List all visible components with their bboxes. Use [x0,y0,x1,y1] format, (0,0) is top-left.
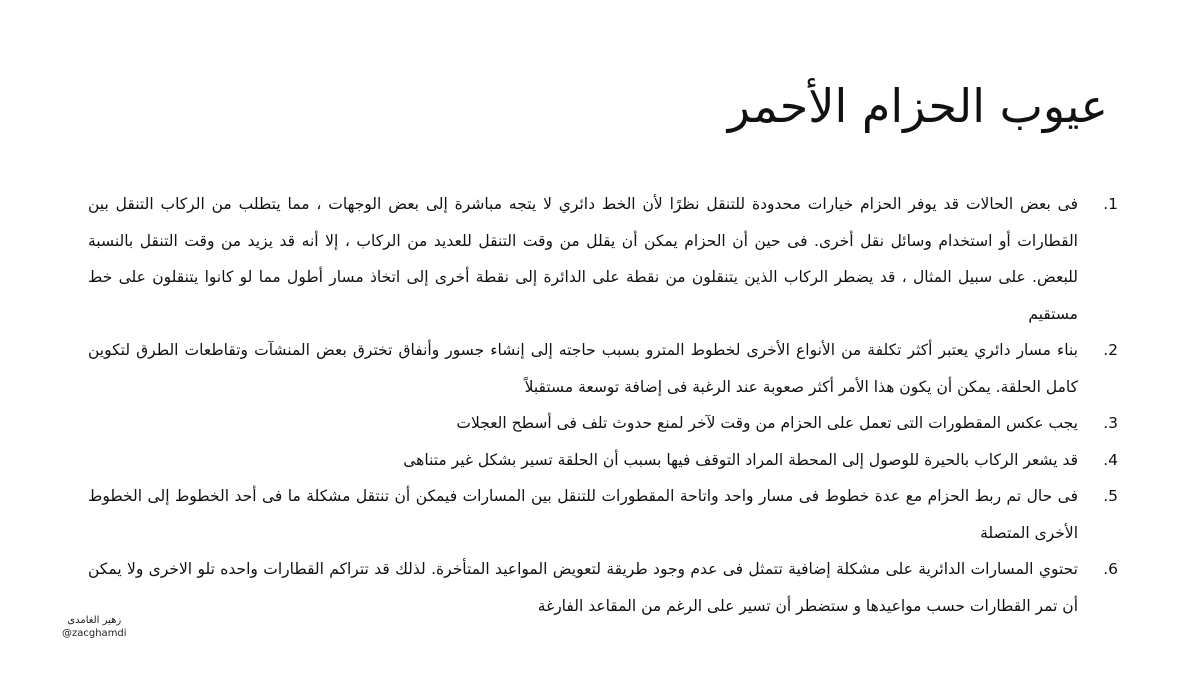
list-item-text: بناء مسار دائري يعتبر أكثر تكلفة من الأنواع الأخرى لخطوط المترو بسبب حاجته إلى إنشاء جسور وأنفاق تخترق بعض المنشآت وتقاطعات الطرق لتكوين كامل الحلقة. يمكن أن يكون هذا الأمر أكثر صعوبة عند الرغبة فى إضافة توسعة مستقبلاً [88,341,1078,396]
list-item-3 [88,405,1118,442]
list-item-6 [88,551,1118,624]
numbered-list [88,186,1118,624]
list-item-2 [88,332,1118,405]
list-item-1 [88,186,1118,332]
list-item-text: قد يشعر الركاب بالحيرة للوصول إلى المحطة المراد التوقف فيها بسبب أن الحلقة تسير بشكل غير متناهى [403,450,1078,469]
list-item-text: فى حال تم ربط الحزام مع عدة خطوط فى مسار واحد واتاحة المقطورات للتنقل بين المسارات فيمكن أن تنتقل مشكلة ما فى أحد الخطوط إلى الخطوط الأخرى المتصلة [88,487,1078,542]
author-name: زهير الغامدى [67,615,122,626]
list-item-text: فى بعض الحالات قد يوفر الحزام خيارات محدودة للتنقل نظرًا لأن الخط دائري لا يتجه مباشرة إلى بعض الوجهات ، مما يتطلب من الركاب التنقل بين القطارات أو استخدام وسائل نقل أخرى. فى حين أن الحزام يمكن أن يقلل من وقت التنقل للعديد من الركاب ، إلا أنه قد يزيد من وقت التنقل بالنسبة للبعض. على سبيل المثال ، قد يضطر الركاب الذين يتنقلون من نقطة على الدائرة إلى نقطة أخرى إلى اتخاذ مسار أطول مما لو كانوا يتنقلون على خط مستقيم [88,195,1078,323]
list-item-text: يجب عكس المقطورات التى تعمل على الحزام من وقت لآخر لمنع حدوث تلف فى أسطح العجلات [456,414,1078,432]
list-item-number: .2 [1103,341,1118,359]
list-item-5 [88,478,1118,551]
author-signature [62,614,127,640]
list-item-number: .1 [1103,195,1118,213]
page-title: عيوب الحزام الأحمر [727,79,1108,133]
list-item-number: .6 [1103,560,1118,578]
author-handle: @zacghamdi [62,628,127,639]
list-item-number: .4 [1103,450,1118,469]
list-item-number: .3 [1103,414,1118,432]
list-item-number: .5 [1103,487,1118,505]
list-item-text: تحتوي المسارات الدائرية على مشكلة إضافية تتمثل فى عدم وجود طريقة لتعويض المواعيد المتأخرة. لذلك قد تتراكم القطارات واحده تلو الاخرى ولا يمكن أن تمر القطارات حسب مواعيدها و ستضطر أن تسير على الرغم من المقاعد الفارغة [88,560,1078,615]
list-item-4 [88,442,1118,479]
